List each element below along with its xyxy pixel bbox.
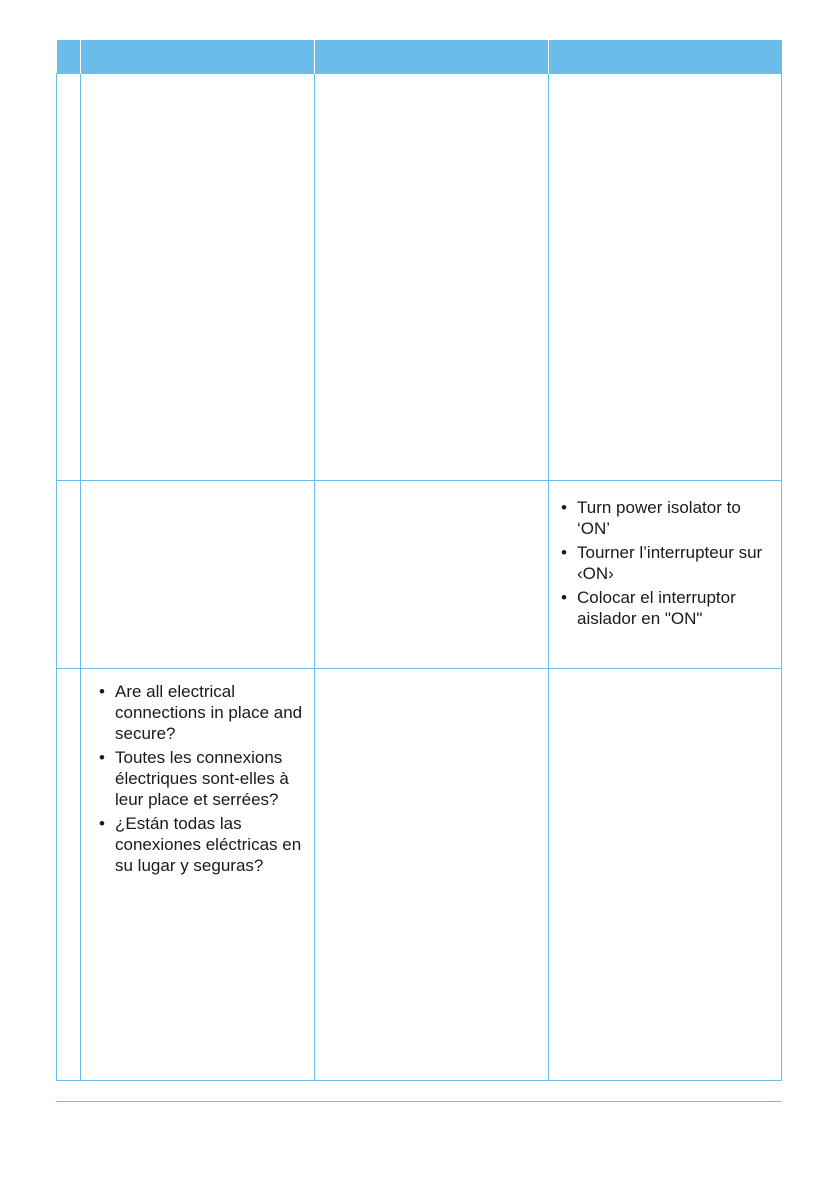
row1-check-cell — [81, 74, 315, 481]
table-header-row — [57, 40, 782, 74]
row1-result-cell — [315, 74, 549, 481]
list-item: • ¿Están todas las conexiones eléctricas en su lugar y seguras? — [97, 813, 308, 876]
header-cell-action — [549, 40, 782, 74]
row3-result-cell — [315, 669, 549, 1081]
list-item: • Are all electrical connections in place and secure? — [97, 681, 308, 744]
list-item: • Toutes les connexions électriques sont-elles à leur place et serrées? — [97, 747, 308, 810]
row2-action-list — [549, 481, 781, 629]
row2-result-cell — [315, 481, 549, 669]
row2-action-cell — [549, 481, 782, 669]
row2-check-cell — [81, 481, 315, 669]
list-item: • Tourner l’interrupteur sur ‹ON› — [559, 542, 775, 584]
header-cell-result — [315, 40, 549, 74]
table-row — [57, 669, 782, 1081]
list-item: • Colocar el interruptor aislador en "ON" — [559, 587, 775, 629]
table-row — [57, 481, 782, 669]
row1-index-cell — [57, 74, 81, 481]
table-row — [57, 74, 782, 481]
row3-check-cell — [81, 669, 315, 1081]
row2-index-cell — [57, 481, 81, 669]
procedure-table — [56, 40, 782, 1081]
list-item: • Turn power isolator to ‘ON’ — [559, 497, 775, 539]
row1-action-cell — [549, 74, 782, 481]
footer-divider — [56, 1101, 781, 1102]
header-cell-index — [57, 40, 81, 74]
row3-action-cell — [549, 669, 782, 1081]
row3-index-cell — [57, 669, 81, 1081]
header-cell-check — [81, 40, 315, 74]
row3-check-list — [81, 669, 314, 876]
